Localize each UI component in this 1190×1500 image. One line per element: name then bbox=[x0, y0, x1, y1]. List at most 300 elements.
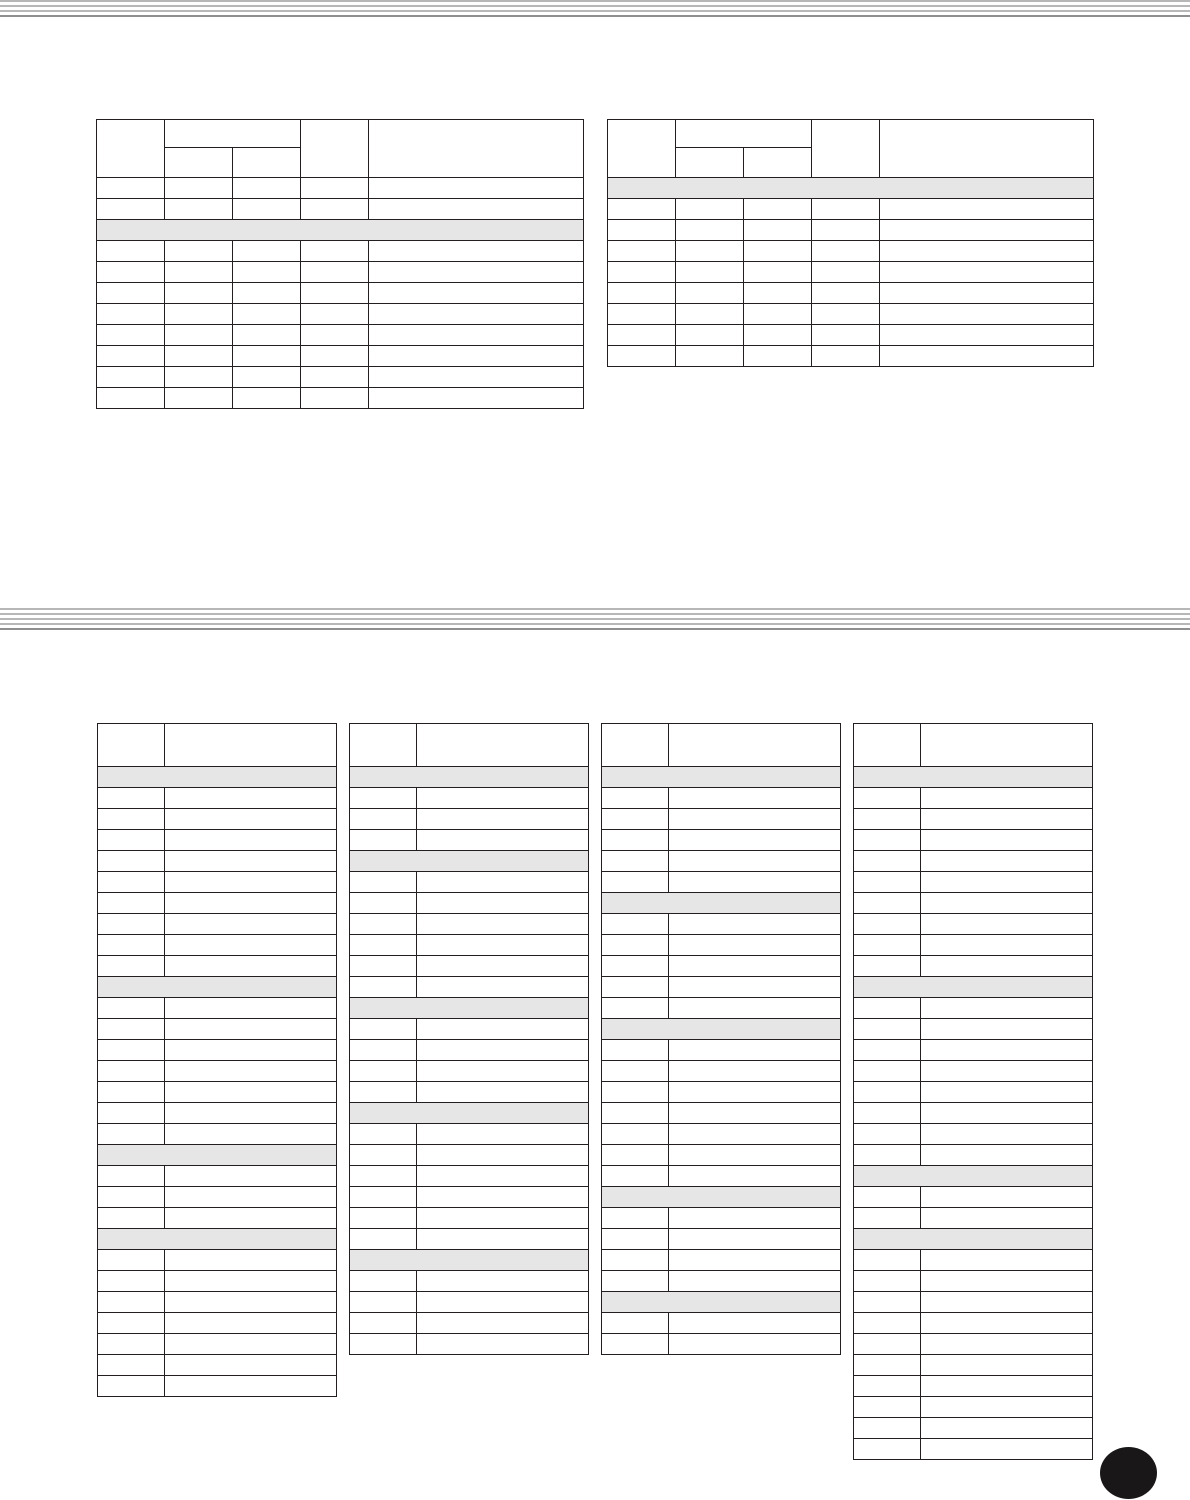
name-cell bbox=[165, 1271, 337, 1292]
name-cell bbox=[921, 1082, 1093, 1103]
header-cell bbox=[369, 120, 584, 178]
table-row bbox=[350, 977, 589, 998]
table-row bbox=[98, 893, 337, 914]
table-row bbox=[854, 1334, 1093, 1355]
table-cell bbox=[880, 283, 1094, 304]
name-cell bbox=[417, 872, 589, 893]
number-cell bbox=[350, 977, 417, 998]
table-cell bbox=[301, 241, 369, 262]
number-cell bbox=[350, 893, 417, 914]
table-cell bbox=[301, 325, 369, 346]
section-cell bbox=[602, 893, 841, 914]
name-cell bbox=[921, 1271, 1093, 1292]
name-cell bbox=[669, 998, 841, 1019]
number-cell bbox=[98, 1082, 165, 1103]
number-cell bbox=[98, 1019, 165, 1040]
name-cell bbox=[165, 1166, 337, 1187]
name-cell bbox=[921, 1397, 1093, 1418]
name-cell bbox=[921, 998, 1093, 1019]
table-row bbox=[608, 346, 1094, 367]
header-group-cell bbox=[676, 120, 812, 148]
number-cell bbox=[602, 1124, 669, 1145]
table-cell bbox=[812, 283, 880, 304]
number-cell bbox=[350, 1124, 417, 1145]
name-cell bbox=[669, 1313, 841, 1334]
number-cell bbox=[602, 1061, 669, 1082]
name-cell bbox=[165, 851, 337, 872]
table-cell bbox=[812, 346, 880, 367]
number-cell bbox=[602, 935, 669, 956]
table-row bbox=[98, 830, 337, 851]
section-row bbox=[608, 178, 1094, 199]
table-row bbox=[97, 262, 584, 283]
table-row bbox=[602, 1103, 841, 1124]
number-cell bbox=[98, 830, 165, 851]
number-cell bbox=[854, 935, 921, 956]
table-cell bbox=[233, 241, 301, 262]
number-cell bbox=[350, 830, 417, 851]
table-row bbox=[97, 325, 584, 346]
header-cell bbox=[301, 120, 369, 178]
section-cell bbox=[854, 977, 1093, 998]
number-cell bbox=[98, 1187, 165, 1208]
name-cell bbox=[669, 1334, 841, 1355]
table-cell bbox=[165, 241, 233, 262]
table-cell bbox=[233, 178, 301, 199]
table-cell bbox=[165, 199, 233, 220]
name-cell bbox=[921, 809, 1093, 830]
table-row bbox=[350, 1082, 589, 1103]
table-row bbox=[98, 1019, 337, 1040]
table-cell bbox=[301, 283, 369, 304]
table-row bbox=[854, 998, 1093, 1019]
table-cell bbox=[97, 199, 165, 220]
table-row bbox=[608, 199, 1094, 220]
name-cell bbox=[921, 1145, 1093, 1166]
name-cell bbox=[921, 1376, 1093, 1397]
table-row bbox=[98, 998, 337, 1019]
number-cell bbox=[350, 956, 417, 977]
number-cell bbox=[98, 1208, 165, 1229]
table-row bbox=[854, 1292, 1093, 1313]
number-cell bbox=[98, 1166, 165, 1187]
table-cell bbox=[233, 367, 301, 388]
name-cell bbox=[669, 1208, 841, 1229]
table-row bbox=[854, 1019, 1093, 1040]
table-cell bbox=[233, 325, 301, 346]
table-row bbox=[602, 851, 841, 872]
table-row bbox=[97, 241, 584, 262]
table-cell bbox=[97, 346, 165, 367]
table-row bbox=[602, 788, 841, 809]
table-row bbox=[97, 283, 584, 304]
table-cell bbox=[301, 388, 369, 409]
number-cell bbox=[98, 1292, 165, 1313]
number-cell bbox=[602, 1229, 669, 1250]
name-cell bbox=[417, 956, 589, 977]
section-cell bbox=[854, 767, 1093, 788]
section-cell bbox=[350, 1103, 589, 1124]
number-cell bbox=[602, 1271, 669, 1292]
table-row bbox=[602, 998, 841, 1019]
name-cell bbox=[669, 1040, 841, 1061]
name-cell bbox=[921, 1124, 1093, 1145]
section-row bbox=[602, 1292, 841, 1313]
number-cell bbox=[854, 1103, 921, 1124]
header-cell bbox=[669, 724, 841, 767]
name-cell bbox=[669, 1124, 841, 1145]
number-cell bbox=[602, 977, 669, 998]
table-row bbox=[854, 851, 1093, 872]
section-cell bbox=[602, 1292, 841, 1313]
subheader-cell bbox=[676, 148, 744, 178]
table-row bbox=[602, 1061, 841, 1082]
name-cell bbox=[921, 914, 1093, 935]
section-cell bbox=[98, 1229, 337, 1250]
table-cell bbox=[744, 304, 812, 325]
table-row bbox=[350, 1313, 589, 1334]
section-cell bbox=[350, 767, 589, 788]
parameter-table-left bbox=[96, 119, 584, 409]
number-cell bbox=[98, 893, 165, 914]
table-cell bbox=[744, 346, 812, 367]
name-cell bbox=[165, 1250, 337, 1271]
table-row bbox=[854, 914, 1093, 935]
name-cell bbox=[669, 956, 841, 977]
number-cell bbox=[854, 1271, 921, 1292]
table-row bbox=[602, 1271, 841, 1292]
table-cell bbox=[97, 388, 165, 409]
number-cell bbox=[350, 809, 417, 830]
table-row bbox=[98, 1250, 337, 1271]
name-cell bbox=[921, 935, 1093, 956]
name-cell bbox=[165, 1103, 337, 1124]
number-cell bbox=[350, 1145, 417, 1166]
number-cell bbox=[854, 1082, 921, 1103]
name-cell bbox=[165, 1376, 337, 1397]
table-cell bbox=[880, 199, 1094, 220]
table-cell bbox=[165, 367, 233, 388]
number-cell bbox=[350, 1166, 417, 1187]
table-row bbox=[97, 367, 584, 388]
name-cell bbox=[417, 1082, 589, 1103]
table-cell bbox=[233, 346, 301, 367]
name-cell bbox=[417, 1313, 589, 1334]
table-cell bbox=[812, 199, 880, 220]
number-cell bbox=[350, 1334, 417, 1355]
number-cell bbox=[854, 998, 921, 1019]
table-cell bbox=[301, 262, 369, 283]
table-cell bbox=[880, 262, 1094, 283]
number-cell bbox=[350, 1019, 417, 1040]
table-row bbox=[350, 1208, 589, 1229]
table-cell bbox=[233, 262, 301, 283]
table-row bbox=[854, 1082, 1093, 1103]
number-cell bbox=[602, 1208, 669, 1229]
table-row bbox=[98, 1061, 337, 1082]
name-cell bbox=[669, 830, 841, 851]
name-cell bbox=[165, 1082, 337, 1103]
table-row bbox=[602, 1166, 841, 1187]
number-cell bbox=[854, 1292, 921, 1313]
number-cell bbox=[602, 1082, 669, 1103]
section-cell bbox=[350, 1250, 589, 1271]
name-cell bbox=[417, 977, 589, 998]
name-cell bbox=[669, 1166, 841, 1187]
number-cell bbox=[854, 914, 921, 935]
table-row bbox=[602, 914, 841, 935]
number-cell bbox=[98, 1355, 165, 1376]
number-cell bbox=[98, 1124, 165, 1145]
name-cell bbox=[921, 1040, 1093, 1061]
number-cell bbox=[350, 914, 417, 935]
table-row bbox=[98, 1313, 337, 1334]
name-cell bbox=[669, 1229, 841, 1250]
number-cell bbox=[350, 1082, 417, 1103]
number-cell bbox=[602, 1334, 669, 1355]
table-row bbox=[602, 1334, 841, 1355]
number-cell bbox=[98, 935, 165, 956]
number-cell bbox=[350, 1229, 417, 1250]
section-cell bbox=[854, 1229, 1093, 1250]
name-cell bbox=[165, 1124, 337, 1145]
table-row bbox=[98, 1040, 337, 1061]
number-cell bbox=[350, 1040, 417, 1061]
table-row bbox=[350, 935, 589, 956]
table-row bbox=[854, 1418, 1093, 1439]
table-row bbox=[854, 1271, 1093, 1292]
table-row bbox=[608, 241, 1094, 262]
table-row bbox=[350, 956, 589, 977]
number-cell bbox=[854, 788, 921, 809]
number-cell bbox=[854, 809, 921, 830]
section-row bbox=[98, 767, 337, 788]
table-row bbox=[98, 1187, 337, 1208]
number-cell bbox=[854, 851, 921, 872]
table-row bbox=[98, 956, 337, 977]
name-cell bbox=[921, 788, 1093, 809]
table-row bbox=[602, 1229, 841, 1250]
number-cell bbox=[98, 872, 165, 893]
table-cell bbox=[676, 220, 744, 241]
table-cell bbox=[165, 304, 233, 325]
table-row bbox=[98, 914, 337, 935]
table-cell bbox=[165, 388, 233, 409]
header-cell bbox=[854, 724, 921, 767]
header-cell bbox=[608, 120, 676, 178]
number-cell bbox=[602, 1313, 669, 1334]
table-row bbox=[854, 1397, 1093, 1418]
name-cell bbox=[921, 1061, 1093, 1082]
table-cell bbox=[233, 199, 301, 220]
table-row bbox=[350, 1292, 589, 1313]
table-cell bbox=[744, 325, 812, 346]
number-cell bbox=[98, 1040, 165, 1061]
table-row bbox=[602, 1208, 841, 1229]
name-cell bbox=[669, 872, 841, 893]
table-row bbox=[97, 346, 584, 367]
section-row bbox=[602, 1019, 841, 1040]
number-cell bbox=[602, 1250, 669, 1271]
name-cell bbox=[417, 1124, 589, 1145]
table-cell bbox=[369, 304, 584, 325]
table-cell bbox=[812, 241, 880, 262]
table-cell bbox=[369, 199, 584, 220]
table-cell bbox=[233, 388, 301, 409]
section-row bbox=[350, 767, 589, 788]
name-cell bbox=[165, 893, 337, 914]
table-row bbox=[97, 199, 584, 220]
table-cell bbox=[233, 304, 301, 325]
section-rule-top bbox=[0, 0, 1190, 20]
name-cell bbox=[669, 914, 841, 935]
table-row bbox=[98, 1271, 337, 1292]
section-row bbox=[602, 767, 841, 788]
table-cell bbox=[97, 367, 165, 388]
name-cell bbox=[669, 1145, 841, 1166]
section-row bbox=[98, 977, 337, 998]
table-row bbox=[350, 914, 589, 935]
table-cell bbox=[880, 304, 1094, 325]
table-row bbox=[854, 893, 1093, 914]
number-cell bbox=[98, 1103, 165, 1124]
table-row bbox=[608, 220, 1094, 241]
number-cell bbox=[98, 1376, 165, 1397]
number-cell bbox=[854, 1019, 921, 1040]
table-row bbox=[98, 935, 337, 956]
number-cell bbox=[602, 1103, 669, 1124]
table-cell bbox=[608, 199, 676, 220]
name-cell bbox=[417, 1292, 589, 1313]
table-cell bbox=[676, 325, 744, 346]
table-cell bbox=[369, 325, 584, 346]
name-cell bbox=[921, 1418, 1093, 1439]
section-row bbox=[98, 1145, 337, 1166]
table-cell bbox=[608, 220, 676, 241]
table-cell bbox=[880, 346, 1094, 367]
table-cell bbox=[608, 283, 676, 304]
table-cell bbox=[608, 325, 676, 346]
table-row bbox=[854, 1145, 1093, 1166]
name-cell bbox=[417, 1271, 589, 1292]
table-row bbox=[602, 977, 841, 998]
table-row bbox=[350, 1334, 589, 1355]
table-row bbox=[98, 809, 337, 830]
number-cell bbox=[854, 1061, 921, 1082]
table-row bbox=[854, 1250, 1093, 1271]
header-row bbox=[98, 724, 337, 767]
name-cell bbox=[165, 1019, 337, 1040]
parameter-table-right bbox=[607, 119, 1094, 367]
section-cell bbox=[98, 977, 337, 998]
number-cell bbox=[854, 1208, 921, 1229]
table-row bbox=[854, 1439, 1093, 1460]
name-cell bbox=[669, 1082, 841, 1103]
table-row bbox=[602, 1040, 841, 1061]
section-cell bbox=[97, 220, 584, 241]
name-cell bbox=[921, 1292, 1093, 1313]
table-cell bbox=[880, 241, 1094, 262]
table-cell bbox=[97, 304, 165, 325]
table-row bbox=[854, 830, 1093, 851]
section-row bbox=[98, 1229, 337, 1250]
table-cell bbox=[812, 325, 880, 346]
table-row bbox=[602, 956, 841, 977]
name-cell bbox=[669, 851, 841, 872]
table-row bbox=[350, 1040, 589, 1061]
section-rule-middle bbox=[0, 608, 1190, 633]
header-cell bbox=[98, 724, 165, 767]
number-cell bbox=[350, 1292, 417, 1313]
section-cell bbox=[350, 998, 589, 1019]
table-cell bbox=[676, 262, 744, 283]
number-cell bbox=[854, 1145, 921, 1166]
number-cell bbox=[854, 1397, 921, 1418]
subheader-cell bbox=[744, 148, 812, 178]
table-cell bbox=[165, 283, 233, 304]
number-cell bbox=[854, 956, 921, 977]
section-row bbox=[854, 1166, 1093, 1187]
header-cell bbox=[350, 724, 417, 767]
section-row bbox=[602, 893, 841, 914]
number-cell bbox=[854, 1250, 921, 1271]
table-cell bbox=[812, 304, 880, 325]
name-cell bbox=[165, 1040, 337, 1061]
number-cell bbox=[854, 893, 921, 914]
number-cell bbox=[98, 1313, 165, 1334]
name-cell bbox=[165, 935, 337, 956]
number-cell bbox=[602, 830, 669, 851]
name-cell bbox=[165, 809, 337, 830]
table-cell bbox=[97, 325, 165, 346]
table-row bbox=[602, 872, 841, 893]
table-row bbox=[98, 1103, 337, 1124]
name-cell bbox=[165, 1061, 337, 1082]
section-cell bbox=[98, 1145, 337, 1166]
subheader-cell bbox=[165, 148, 233, 178]
table-row bbox=[608, 262, 1094, 283]
header-row bbox=[602, 724, 841, 767]
table-row bbox=[98, 788, 337, 809]
name-cell bbox=[165, 1208, 337, 1229]
table-row bbox=[854, 1061, 1093, 1082]
table-row bbox=[98, 872, 337, 893]
section-row bbox=[350, 1103, 589, 1124]
number-cell bbox=[98, 914, 165, 935]
number-cell bbox=[854, 1334, 921, 1355]
name-cell bbox=[921, 1103, 1093, 1124]
name-cell bbox=[921, 1334, 1093, 1355]
table-cell bbox=[744, 283, 812, 304]
section-cell bbox=[854, 1166, 1093, 1187]
table-row bbox=[608, 283, 1094, 304]
table-row bbox=[97, 304, 584, 325]
table-row bbox=[350, 1145, 589, 1166]
name-cell bbox=[669, 788, 841, 809]
table-row bbox=[854, 1040, 1093, 1061]
name-cell bbox=[417, 1061, 589, 1082]
number-cell bbox=[854, 872, 921, 893]
header-cell bbox=[97, 120, 165, 178]
name-cell bbox=[417, 1208, 589, 1229]
name-cell bbox=[165, 1292, 337, 1313]
number-cell bbox=[350, 1313, 417, 1334]
table-cell bbox=[165, 325, 233, 346]
table-row bbox=[98, 1208, 337, 1229]
section-row bbox=[854, 977, 1093, 998]
table-cell bbox=[369, 178, 584, 199]
page-number-badge bbox=[1100, 1447, 1157, 1499]
